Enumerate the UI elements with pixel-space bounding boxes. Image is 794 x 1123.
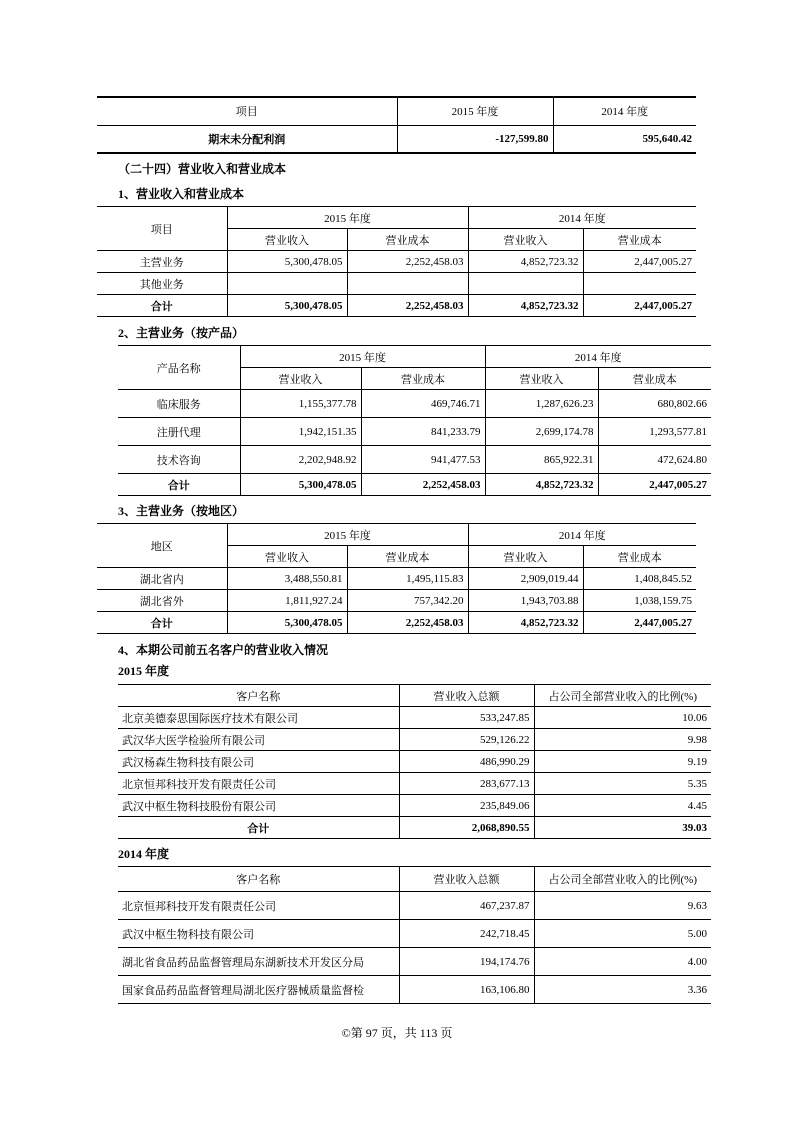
cell: 武汉华大医学检验所有限公司 <box>118 729 399 751</box>
header-ratio: 占公司全部营业收入的比例(%) <box>534 867 711 892</box>
total-row <box>118 474 711 496</box>
table-row <box>118 446 711 474</box>
s1-sub: 营业收入 <box>468 229 583 251</box>
table-row <box>118 751 711 773</box>
s1-col-item: 项目 <box>97 207 227 251</box>
cell: 临床服务 <box>118 390 240 418</box>
s2-sub: 营业收入 <box>240 368 361 390</box>
s2-sub: 营业收入 <box>485 368 598 390</box>
cell: 4,852,723.32 <box>468 251 583 273</box>
cell: 9.63 <box>534 892 711 920</box>
cell: 注册代理 <box>118 418 240 446</box>
cell: 湖北省外 <box>97 590 227 612</box>
s4-title: 4、本期公司前五名客户的营业收入情况 <box>118 643 329 657</box>
table-row <box>118 418 711 446</box>
cell: 486,990.29 <box>399 751 534 773</box>
cell: 3,488,550.81 <box>227 568 347 590</box>
header-customer: 客户名称 <box>118 867 399 892</box>
header-item: 项目 <box>97 97 397 125</box>
s4-2015-table <box>118 684 711 839</box>
cell: 39.03 <box>534 817 711 839</box>
cell: 5,300,478.05 <box>240 474 361 496</box>
cell: 武汉中枢生物科技股份有限公司 <box>118 795 399 817</box>
cell: 2,447,005.27 <box>598 474 711 496</box>
table-row <box>118 948 711 976</box>
cell: 4,852,723.32 <box>468 295 583 317</box>
cell: 其他业务 <box>97 273 227 295</box>
table-row <box>118 773 711 795</box>
total-row <box>97 295 696 317</box>
s3-col-item: 地区 <box>97 524 227 568</box>
table-row <box>97 273 696 295</box>
cell: 2,202,948.92 <box>240 446 361 474</box>
cell: 941,477.53 <box>361 446 485 474</box>
cell: 10.06 <box>534 707 711 729</box>
cell: 合计 <box>97 612 227 634</box>
cell <box>347 273 468 295</box>
cell: 2,699,174.78 <box>485 418 598 446</box>
table-row <box>97 251 696 273</box>
cell: 529,126.22 <box>399 729 534 751</box>
s3-sub: 营业成本 <box>347 546 468 568</box>
cell: 北京恒邦科技开发有限责任公司 <box>118 773 399 795</box>
row-label: 期末未分配利润 <box>97 125 397 153</box>
cell: 国家食品药品监督管理局湖北医疗器械质量监督检 <box>118 976 399 1004</box>
table-row <box>118 707 711 729</box>
cell: 合计 <box>118 474 240 496</box>
cell: 467,237.87 <box>399 892 534 920</box>
cell: 合计 <box>97 295 227 317</box>
cell: 5,300,478.05 <box>227 251 347 273</box>
cell: 2,909,019.44 <box>468 568 583 590</box>
s3-year-2014: 2014 年度 <box>468 524 696 546</box>
cell: 4.45 <box>534 795 711 817</box>
cell: 4,852,723.32 <box>485 474 598 496</box>
cell: 1,495,115.83 <box>347 568 468 590</box>
cell: 2,252,458.03 <box>347 612 468 634</box>
header-customer: 客户名称 <box>118 685 399 707</box>
s2-title: 2、主营业务（按产品） <box>118 326 245 340</box>
s1-table <box>97 206 696 317</box>
s3-year-2015: 2015 年度 <box>227 524 468 546</box>
cell: 283,677.13 <box>399 773 534 795</box>
cell: 235,849.06 <box>399 795 534 817</box>
table-row <box>97 590 696 612</box>
cell: 533,247.85 <box>399 707 534 729</box>
row-2015: -127,599.80 <box>397 125 553 153</box>
header-revenue: 营业收入总额 <box>399 685 534 707</box>
cell: 1,811,927.24 <box>227 590 347 612</box>
s3-title: 3、主营业务（按地区） <box>118 504 245 518</box>
row-2014: 595,640.42 <box>553 125 696 153</box>
cell: 4.00 <box>534 948 711 976</box>
s1-title: 1、营业收入和营业成本 <box>118 187 245 201</box>
table-row <box>118 729 711 751</box>
cell: 技术咨询 <box>118 446 240 474</box>
s3-table <box>97 523 696 634</box>
cell: 9.98 <box>534 729 711 751</box>
s2-table <box>118 345 711 496</box>
cell: 主营业务 <box>97 251 227 273</box>
cell: 9.19 <box>534 751 711 773</box>
cell <box>468 273 583 295</box>
table-row <box>118 892 711 920</box>
s3-sub: 营业成本 <box>583 546 696 568</box>
cell: 2,447,005.27 <box>583 612 696 634</box>
total-row <box>97 612 696 634</box>
s1-sub: 营业成本 <box>347 229 468 251</box>
cell: 1,408,845.52 <box>583 568 696 590</box>
cell: 5,300,478.05 <box>227 295 347 317</box>
table-row <box>97 568 696 590</box>
table-row <box>118 920 711 948</box>
cell: 469,746.71 <box>361 390 485 418</box>
cell: 武汉杨森生物科技有限公司 <box>118 751 399 773</box>
table-row <box>118 795 711 817</box>
cell <box>227 273 347 295</box>
s2-year-2015: 2015 年度 <box>240 346 485 368</box>
header-2015: 2015 年度 <box>397 97 553 125</box>
s4-2014-table <box>118 866 711 1004</box>
retained-earnings-table <box>97 96 696 154</box>
cell: 北京恒邦科技开发有限责任公司 <box>118 892 399 920</box>
cell: 2,252,458.03 <box>361 474 485 496</box>
cell: 1,943,703.88 <box>468 590 583 612</box>
table-row <box>118 976 711 1004</box>
cell: 194,174.76 <box>399 948 534 976</box>
section-title: （二十四）营业收入和营业成本 <box>118 162 287 176</box>
cell: 湖北省食品药品监督管理局东湖新技术开发区分局 <box>118 948 399 976</box>
s1-sub: 营业成本 <box>583 229 696 251</box>
cell: 1,155,377.78 <box>240 390 361 418</box>
cell: 472,624.80 <box>598 446 711 474</box>
cell: 865,922.31 <box>485 446 598 474</box>
cell: 北京美德泰思国际医疗技术有限公司 <box>118 707 399 729</box>
cell: 5.00 <box>534 920 711 948</box>
cell: 湖北省内 <box>97 568 227 590</box>
s4-2015-label: 2015 年度 <box>118 664 170 678</box>
header-ratio: 占公司全部营业收入的比例(%) <box>534 685 711 707</box>
table-row <box>118 390 711 418</box>
s3-sub: 营业收入 <box>227 546 347 568</box>
cell: 1,942,151.35 <box>240 418 361 446</box>
cell: 3.36 <box>534 976 711 1004</box>
s1-year-2014: 2014 年度 <box>468 207 696 229</box>
cell: 1,287,626.23 <box>485 390 598 418</box>
s2-year-2014: 2014 年度 <box>485 346 711 368</box>
cell: 4,852,723.32 <box>468 612 583 634</box>
header-revenue: 营业收入总额 <box>399 867 534 892</box>
s1-year-2015: 2015 年度 <box>227 207 468 229</box>
cell: 2,447,005.27 <box>583 251 696 273</box>
cell: 163,106.80 <box>399 976 534 1004</box>
s4-2014-label: 2014 年度 <box>118 847 170 861</box>
cell: 757,342.20 <box>347 590 468 612</box>
header-2014: 2014 年度 <box>553 97 696 125</box>
s2-sub: 营业成本 <box>361 368 485 390</box>
cell: 武汉中枢生物科技有限公司 <box>118 920 399 948</box>
cell: 2,252,458.03 <box>347 251 468 273</box>
cell: 2,447,005.27 <box>583 295 696 317</box>
s3-sub: 营业收入 <box>468 546 583 568</box>
cell: 5,300,478.05 <box>227 612 347 634</box>
cell: 合计 <box>118 817 399 839</box>
cell: 242,718.45 <box>399 920 534 948</box>
cell: 680,802.66 <box>598 390 711 418</box>
cell: 5.35 <box>534 773 711 795</box>
total-row <box>118 817 711 839</box>
cell <box>583 273 696 295</box>
s1-sub: 营业收入 <box>227 229 347 251</box>
page-footer: ©第 97 页，共 113 页 <box>341 1026 453 1040</box>
cell: 2,068,890.55 <box>399 817 534 839</box>
s2-col-item: 产品名称 <box>118 346 240 390</box>
cell: 841,233.79 <box>361 418 485 446</box>
cell: 1,293,577.81 <box>598 418 711 446</box>
cell: 2,252,458.03 <box>347 295 468 317</box>
cell: 1,038,159.75 <box>583 590 696 612</box>
s2-sub: 营业成本 <box>598 368 711 390</box>
